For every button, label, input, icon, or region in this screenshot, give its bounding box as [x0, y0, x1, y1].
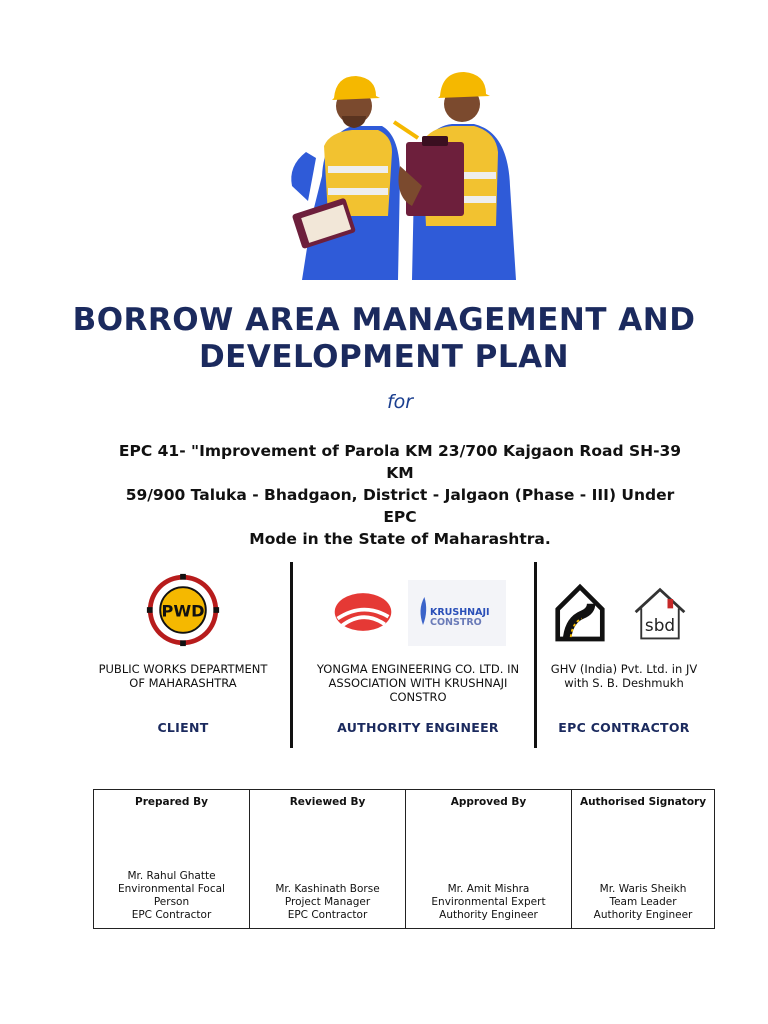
subtitle-line-3: Mode in the State of Maharashtra. [249, 530, 551, 548]
org-name-line-2: with S. B. Deshmukh [564, 676, 684, 690]
signatory-name: Mr. Waris Sheikh [599, 883, 687, 895]
signatory-org: EPC Contractor [131, 909, 212, 921]
signatory-org: Authority Engineer [439, 909, 538, 921]
organisations-section [88, 560, 718, 750]
sbd-logo [630, 584, 690, 644]
subtitle-line-2: 59/900 Taluka - Bhadgaon, District - Jalgaon (Phase - III) Under EPC [125, 486, 675, 526]
org-name-line-2: ASSOCIATION WITH KRUSHNAJI [328, 676, 508, 690]
subtitle-line-1: EPC 41- "Improvement of Parola KM 23/700 Kajgaon Road SH-39 KM [118, 442, 682, 482]
signatory-cell-approved [406, 790, 572, 929]
signatory-title: Team Leader [609, 896, 677, 908]
sbd-logo-text: sbd [644, 614, 676, 635]
signatory-heading: Prepared By [135, 796, 208, 808]
org-epc-contractor [540, 560, 708, 750]
org-authority-engineer [300, 560, 536, 750]
org-name-line-1: GHV (India) Pvt. Ltd. in JV [550, 662, 698, 676]
title-line-2: DEVELOPMENT PLAN [198, 339, 570, 375]
org-client [88, 560, 278, 750]
signatory-name: Mr. Kashinath Borse [275, 883, 380, 895]
org-name-line-1: YONGMA ENGINEERING CO. LTD. IN [316, 662, 520, 676]
title-line-1: BORROW AREA MANAGEMENT AND [72, 302, 696, 338]
org-role: AUTHORITY ENGINEER [337, 720, 499, 735]
org-role: CLIENT [157, 720, 209, 735]
signatory-heading: Approved By [450, 796, 527, 808]
signatory-title: Environmental Expert [431, 896, 546, 908]
krushnaji-logo-line-2: CONSTRO [430, 617, 482, 628]
engineers-illustration [282, 66, 518, 280]
ghv-logo [554, 582, 606, 644]
org-name-line-2: OF MAHARASHTRA [129, 676, 237, 690]
divider [534, 562, 537, 748]
signatory-row [94, 790, 715, 929]
signatory-title: Person [153, 896, 190, 908]
signatory-heading: Reviewed By [289, 796, 366, 808]
signatory-cell-prepared [94, 790, 250, 929]
signatory-org: Authority Engineer [593, 909, 693, 921]
org-name-line-3: CONSTRO [389, 690, 447, 704]
org-name-line-1: PUBLIC WORKS DEPARTMENT [98, 662, 268, 676]
krushnaji-logo [408, 580, 506, 646]
pwd-logo-text: PWD [161, 601, 205, 621]
signatory-cell-reviewed [250, 790, 406, 929]
document-title [0, 302, 768, 376]
krushnaji-logo-line-1: KRUSHNAJI [430, 607, 490, 618]
for-label: for [386, 391, 414, 413]
signatory-cell-authorised [572, 790, 715, 929]
signatory-name: Mr. Rahul Ghatte [127, 870, 216, 882]
signatory-org: EPC Contractor [287, 909, 368, 921]
pwd-logo [145, 572, 221, 648]
divider [290, 562, 293, 748]
org-role: EPC CONTRACTOR [558, 720, 690, 735]
yongma-logo [330, 588, 396, 636]
signatory-title: Project Manager [284, 896, 371, 908]
signatory-table [93, 789, 715, 929]
signatory-name: Mr. Amit Mishra [447, 883, 530, 895]
signatory-heading: Authorised Signatory [579, 796, 707, 808]
project-description [110, 440, 690, 550]
signatory-title: Environmental Focal [118, 883, 225, 895]
